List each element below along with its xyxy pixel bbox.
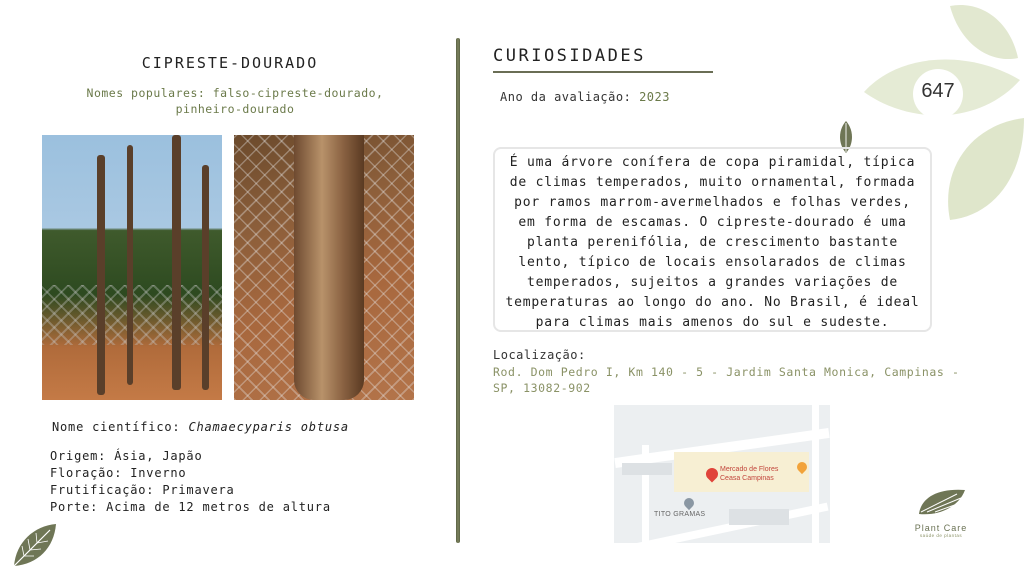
logo-name: Plant Care: [914, 523, 968, 533]
fact-fruiting: Frutificação: Primavera: [50, 483, 235, 497]
fact-size: Porte: Acima de 12 metros de altura: [50, 500, 331, 514]
description-box: É uma árvore conífera de copa piramidal, típica de climas temperados, muito ornamental, formada por ramos marrom-avermelhados e folhas verdes, em forma de escamas. O cipreste-dourado é uma planta perenifólia, de crescimento bastante lento, típico de locais ensolarados de climas temperados, sujeitos a grandes variações de temperaturas ao longo do ano. No Brasil, é ideal para climas mais amenos do sul e sudeste.: [493, 147, 932, 332]
plant-number-badge: 647: [921, 80, 955, 102]
plant-care-logo: [906, 486, 976, 538]
fact-flowering: Floração: Inverno: [50, 466, 187, 480]
map-building: [729, 509, 789, 525]
tree-photo-trunk: [234, 135, 414, 400]
fact-origin: Origem: Ásia, Japão: [50, 449, 203, 463]
location-map[interactable]: [614, 405, 830, 543]
scientific-name: Chamaecyparis obtusa: [188, 420, 349, 434]
popular-names: Nomes populares: falso-cipreste-dourado, pinheiro-dourado: [86, 86, 384, 116]
tree-trunk: [202, 165, 209, 390]
map-building: [622, 463, 672, 475]
scientific-name-line: [52, 420, 349, 434]
map-pin-icon: [682, 496, 696, 510]
evaluation-year: [500, 90, 670, 104]
vertical-divider: [456, 38, 460, 543]
map-road: [642, 445, 649, 543]
curiosities-title: CURIOSIDADES: [493, 46, 646, 66]
leaf-icon: [10, 522, 60, 570]
logo-tagline: saúde de plantas: [919, 533, 963, 538]
tree-trunk: [97, 155, 105, 395]
tree-trunk: [127, 145, 133, 385]
map-place-label: TITO GRAMAS: [654, 511, 706, 518]
scientific-label: Nome científico:: [52, 420, 181, 434]
leaf-icon: [913, 486, 969, 518]
tree-trunk: [172, 135, 181, 390]
map-road: [812, 405, 819, 543]
map-place-name: Mercado de Flores Ceasa Campinas: [720, 466, 779, 482]
tree-photo-full: [42, 135, 222, 400]
location-address[interactable]: Rod. Dom Pedro I, Km 140 - 5 - Jardim Santa Monica, Campinas - SP, 13082-902: [493, 365, 960, 395]
plant-facts: [50, 448, 331, 516]
year-label: Ano da avaliação:: [500, 90, 632, 104]
year-value: 2023: [639, 90, 670, 104]
tree-trunk: [294, 135, 364, 400]
plant-title: CIPRESTE-DOURADO: [141, 54, 319, 72]
title-underline: [493, 71, 713, 73]
location-label: Localização:: [493, 348, 586, 362]
